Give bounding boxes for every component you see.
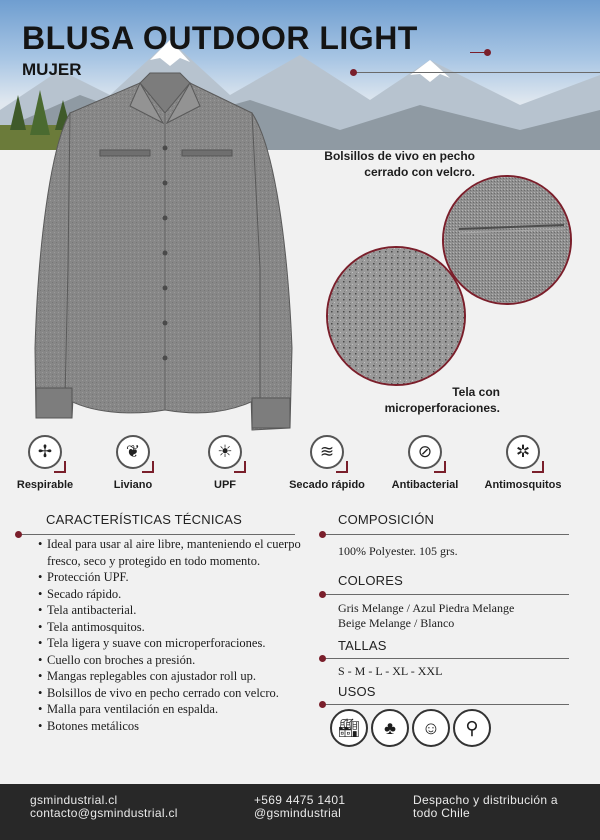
feature-respirable: ✢ Respirable (0, 435, 90, 491)
hiker-icon: ⚲ (453, 709, 491, 747)
feature-antibacterial: ⊘ Antibacterial (380, 435, 470, 491)
colors-rule (324, 594, 569, 595)
social-handle[interactable]: @gsmindustrial (254, 806, 342, 820)
product-subtitle: MUJER (22, 60, 82, 79)
composition-rule (324, 534, 569, 535)
list-item: • Mangas replegables con ajustador roll up. (38, 668, 313, 685)
sun-upf-icon: ☀ (208, 435, 242, 469)
specs-title: CARACTERÍSTICAS TÉCNICAS (46, 512, 242, 527)
fabric-callout: Tela con microperforaciones. (384, 385, 500, 415)
specs-rule (20, 534, 295, 535)
sizes-rule (324, 658, 569, 659)
website-link[interactable]: gsmindustrial.cl (30, 793, 118, 807)
footer-phone-social (254, 794, 345, 820)
footer-shipping: Despacho y distribución a todo Chile (413, 793, 558, 820)
breathable-icon: ✢ (28, 435, 62, 469)
feature-antimosquitos: ✲ Antimosquitos (478, 435, 568, 491)
uses-dot (319, 701, 326, 708)
group-icon: ☺ (412, 709, 450, 747)
feature-liviano: ❦ Liviano (88, 435, 178, 491)
sizes-dot (319, 655, 326, 662)
feature-upf: ☀ UPF (180, 435, 270, 491)
shirt-image (30, 68, 300, 436)
title-dot (484, 49, 491, 56)
specs-list (38, 536, 313, 734)
footer-contact (30, 794, 178, 820)
composition-title: COMPOSICIÓN (338, 512, 435, 527)
colors-dot (319, 591, 326, 598)
product-title: BLUSA OUTDOOR LIGHT (22, 20, 418, 56)
sizes-text: S - M - L - XL - XXL (338, 664, 443, 678)
feature-secado-rapido: ≋ Secado rápido (282, 435, 372, 491)
email-link[interactable]: contacto@gsmindustrial.cl (30, 806, 178, 820)
list-item: • Ideal para usar al aire libre, manteniendo el cuerpo fresco, seco y protegido en todo momento. (38, 536, 313, 569)
colors-text: Gris Melange / Azul Piedra Melange Beige Melange / Blanco (338, 601, 515, 630)
uses-title: USOS (338, 684, 376, 699)
list-item: • Bolsillos de vivo en pecho cerrado con velcro. (38, 685, 313, 702)
quick-dry-icon: ≋ (310, 435, 344, 469)
list-item: • Tela antibacterial. (38, 602, 313, 619)
list-item: • Tela ligera y suave con microperforaciones. (38, 635, 313, 652)
antibacterial-icon: ⊘ (408, 435, 442, 469)
microperforation-detail-circle (326, 246, 466, 386)
uses-rule (324, 704, 569, 705)
anti-mosquito-icon: ✲ (506, 435, 540, 469)
factory-icon: 🏭︎ (330, 709, 368, 747)
sizes-title: TALLAS (338, 638, 387, 653)
list-item: • Protección UPF. (38, 569, 313, 586)
feather-icon: ❦ (116, 435, 150, 469)
subtitle-dot (350, 69, 357, 76)
pockets-callout: Bolsillos de vivo en pecho cerrado con velcro. (324, 149, 475, 179)
specs-dot (15, 531, 22, 538)
composition-dot (319, 531, 326, 538)
list-item: • Tela antimosquitos. (38, 619, 313, 636)
pocket-detail-circle (442, 175, 572, 305)
list-item: • Malla para ventilación en espalda. (38, 701, 313, 718)
colors-title: COLORES (338, 573, 403, 588)
list-item: • Secado rápido. (38, 586, 313, 603)
phone-link[interactable]: +569 4475 1401 (254, 793, 346, 807)
footer (0, 784, 600, 840)
list-item: • Botones metálicos (38, 718, 313, 735)
subtitle-rule (355, 72, 600, 73)
forest-icon: ♣ (371, 709, 409, 747)
list-item: • Cuello con broches a presión. (38, 652, 313, 669)
composition-text: 100% Polyester. 105 grs. (338, 544, 458, 558)
